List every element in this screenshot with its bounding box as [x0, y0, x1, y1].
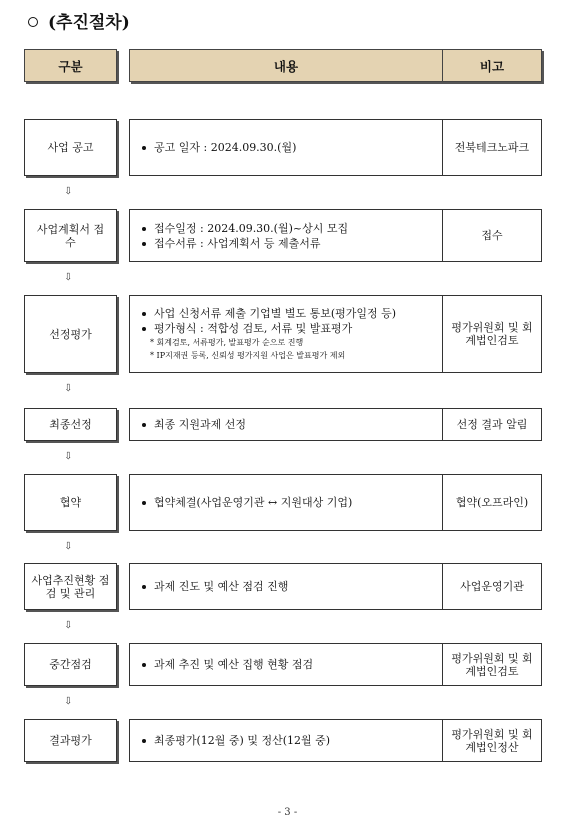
step-bullet: 사업 신청서류 제출 기업별 별도 통보(평가일정 등)	[142, 306, 442, 321]
down-arrow-icon: ⇩	[64, 696, 73, 707]
step-label: 중간점검	[24, 643, 117, 686]
down-arrow-icon: ⇩	[64, 272, 73, 283]
bullet-icon	[142, 146, 146, 150]
step-label: 협약	[24, 474, 117, 531]
step-bullet: 최종평가(12월 중) 및 정산(12월 중)	[142, 733, 442, 748]
step-remark: 협약(오프라인)	[442, 474, 542, 531]
step-content	[129, 643, 443, 686]
step-label: 결과평가	[24, 719, 117, 762]
step-bullet: 접수서류 : 사업계획서 등 제출서류	[142, 236, 442, 251]
down-arrow-icon: ⇩	[64, 451, 73, 462]
step-note: * IP지재권 등록, 신뢰성 평가지원 사업은 발표평가 제외	[150, 351, 346, 360]
bullet-icon	[142, 227, 146, 231]
header-category: 구분	[24, 49, 117, 82]
step-bullet: 공고 일자 : 2024.09.30.(월)	[142, 140, 442, 155]
step-label: 선정평가	[24, 295, 117, 373]
step-bullet: 과제 진도 및 예산 점검 진행	[142, 579, 442, 594]
step-remark: 평가위원회 및 회계법인정산	[442, 719, 542, 762]
header-remarks: 비고	[442, 49, 542, 82]
page-number: - 3 -	[277, 807, 298, 818]
step-label: 사업계획서 접수	[24, 209, 117, 262]
step-remark: 전북테크노파크	[442, 119, 542, 176]
step-remark: 사업운영기관	[442, 563, 542, 610]
step-content	[129, 563, 443, 610]
down-arrow-icon: ⇩	[64, 383, 73, 394]
step-content	[129, 209, 443, 262]
step-content	[129, 119, 443, 176]
step-content	[129, 408, 443, 441]
step-remark: 접수	[442, 209, 542, 262]
step-bullet: 평가형식 : 적합성 검토, 서류 및 발표평가	[142, 321, 442, 336]
step-content	[129, 719, 443, 762]
bullet-icon	[142, 312, 146, 316]
down-arrow-icon: ⇩	[64, 186, 73, 197]
bullet-icon	[142, 501, 146, 505]
step-remark: 평가위원회 및 회계법인검토	[442, 295, 542, 373]
step-remark: 선정 결과 알림	[442, 408, 542, 441]
step-content	[129, 295, 443, 373]
bullet-icon	[142, 242, 146, 246]
step-bullet: 접수일정 : 2024.09.30.(월)~상시 모집	[142, 221, 442, 236]
step-label: 최종선정	[24, 408, 117, 441]
bullet-icon	[142, 585, 146, 589]
step-label: 사업추진현황 점검 및 관리	[24, 563, 117, 610]
section-title: (추진절차)	[28, 8, 130, 33]
header-content: 내용	[129, 49, 443, 82]
step-bullet: 최종 지원과제 선정	[142, 417, 442, 432]
down-arrow-icon: ⇩	[64, 541, 73, 552]
bullet-icon	[142, 327, 146, 331]
step-note: * 회계검토, 서류평가, 발표평가 순으로 진행	[150, 338, 304, 347]
step-bullet: 과제 추진 및 예산 집행 현황 점검	[142, 657, 442, 672]
bullet-icon	[142, 739, 146, 743]
bullet-icon	[142, 423, 146, 427]
bullet-icon	[142, 663, 146, 667]
step-content	[129, 474, 443, 531]
down-arrow-icon: ⇩	[64, 620, 73, 631]
step-label: 사업 공고	[24, 119, 117, 176]
step-remark: 평가위원회 및 회계법인검토	[442, 643, 542, 686]
step-bullet: 협약체결(사업운영기관 ↔ 지원대상 기업)	[142, 495, 442, 510]
circle-bullet-icon	[28, 17, 38, 27]
